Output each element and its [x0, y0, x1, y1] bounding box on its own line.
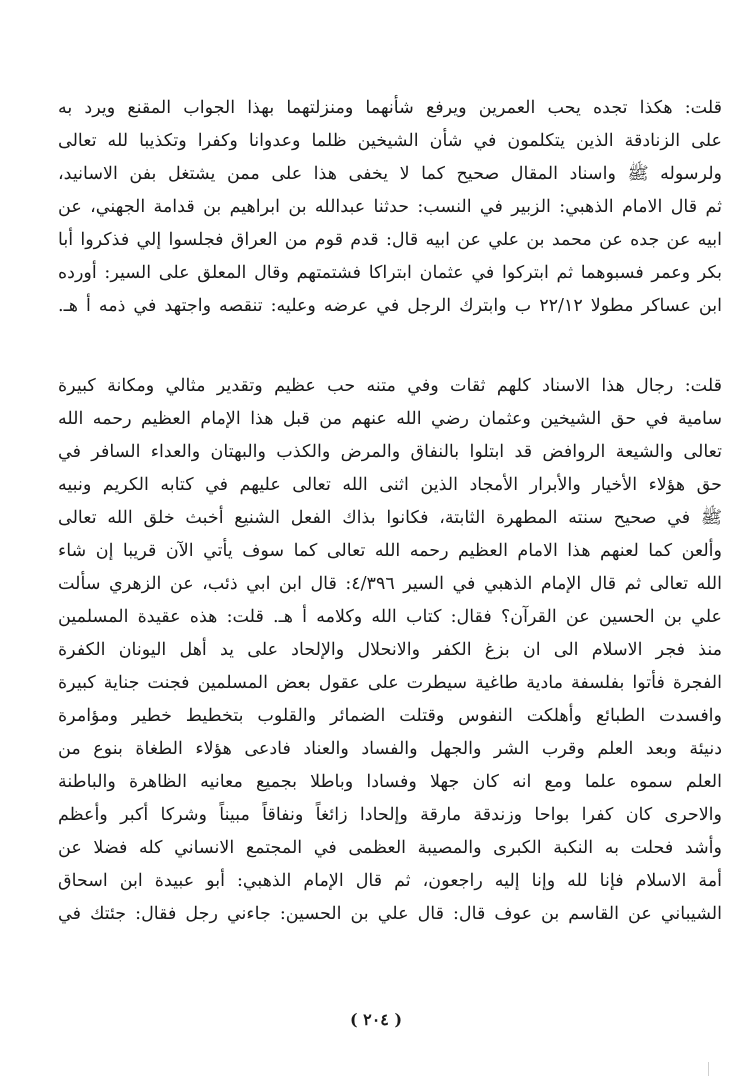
text-line: الله تعالى ثم قال الإمام الذهبي في السير ٤/٣٩٦: قال ابن ابي ذئب، عن الزهري سألت — [58, 574, 722, 594]
paragraph-1 — [58, 92, 722, 323]
text-line: قلت: هكذا تجده يحب العمرين ويرفع شأنهما ومنزلتهما بهذا الجواب المقنع ويرد به — [58, 98, 722, 118]
text-line: وألعن كما لعنهم هذا الامام العظيم رحمه الله تعالى كما سوف يأتي الآن قريبا إن شاء — [58, 541, 722, 561]
text-line: أمة الاسلام فإنا لله وإنا إليه راجعون، ثم قال الإمام الذهبي: أبو عبيدة ابن اسحاق — [58, 871, 722, 891]
text-line: بكر وعمر فسبوهما ثم ابتركوا في عثمان ابتراكا فشتمتهم وقال المعلق على السير: أورده — [58, 263, 722, 283]
page-body — [58, 92, 722, 931]
text-line: سامية في حق الشيخين وعثمان رضي الله عنهم من قبل هذا الإمام العظيم رحمه الله — [58, 409, 722, 429]
text-line: والاحرى كان كفرا بواحا وزندقة مارقة وإلحادا زائغاً ونفاقاً مبيناً وشركا أكبر وأعظم — [58, 805, 722, 825]
text-line: ابن عساكر مطولا ٢٢/١٢ ب وابترك الرجل في عرضه وعليه: تنقصه واجتهد في ذمه أ هـ. — [58, 296, 722, 316]
text-line: ﷺ في صحيح سنته المطهرة الثابتة، فكانوا بذاك الفعل الشنيع أخبث خلق الله تعالى — [58, 508, 722, 528]
text-line: وأشد فحلت به النكبة الكبرى والمصيبة العظمى في المجتمع الانساني كله فضلا عن — [58, 838, 722, 858]
text-line: العلم سموه علما ومع انه كان جهلا وفسادا وباطلا بجميع معانيه الظاهرة والباطنة — [58, 772, 722, 792]
page-edge-mark — [708, 1062, 719, 1076]
text-line: الفجرة فأتوا بفلسفة مادية طاغية سيطرت على عقول بعض المسلمين فجنت جناية كبيرة — [58, 673, 722, 693]
page-number: ( ٢٠٤ ) — [349, 1010, 403, 1029]
paragraph-2 — [58, 370, 722, 931]
text-line: على الزنادقة الذين يتكلمون في شأن الشيخين ظلما وعدوانا وكفرا وتكذيبا لله تعالى — [58, 131, 722, 151]
text-line: وافسدت الطبائع وأهلكت النفوس وقتلت الضمائر والقلوب بتخطيط خطير ومؤامرة — [58, 706, 722, 726]
text-line: منذ فجر الاسلام الى ان بزغ الكفر والانحلال والإلحاد على يد أهل اليونان الكفرة — [58, 640, 722, 660]
text-line: ثم قال الامام الذهبي: الزبير في النسب: حدثنا عبدالله بن ابراهيم بن قدامة الجهني، عن — [58, 197, 722, 217]
text-line: دنيئة وبعد العلم وقرب الشر والجهل والفساد والعناد فادعى هؤلاء الطغاة بنوع من — [58, 739, 722, 759]
text-line: ابيه عن جده عن محمد بن علي عن ابيه قال: قدم قوم من العراق فجلسوا إلي فذكروا أبا — [58, 230, 722, 250]
text-line: علي بن الحسين عن القرآن؟ فقال: كتاب الله وكلامه أ هـ. قلت: هذه عقيدة المسلمين — [58, 607, 722, 627]
text-line: حق هؤلاء الأخيار والأبرار الأمجاد الذين اثنى الله تعالى عليهم في كتابه الكريم ونبيه — [58, 475, 722, 495]
text-line: قلت: رجال هذا الاسناد كلهم ثقات وفي متنه حب عظيم وتقدير مثالي ومكانة كبيرة — [58, 376, 722, 396]
text-line: ولرسوله ﷺ واسناد المقال صحيح كما لا يخفى هذا على ممن يشتغل بفن الاسانيد، — [58, 164, 722, 184]
text-line: تعالى والشيعة الروافض قد ابتلوا بالنفاق والمرض والكذب والبهتان والعداء السافر في — [58, 442, 722, 462]
text-line: الشيباني عن القاسم بن عوف قال: قال علي بن الحسين: جاءني رجل فقال: جئتك في — [58, 904, 722, 924]
